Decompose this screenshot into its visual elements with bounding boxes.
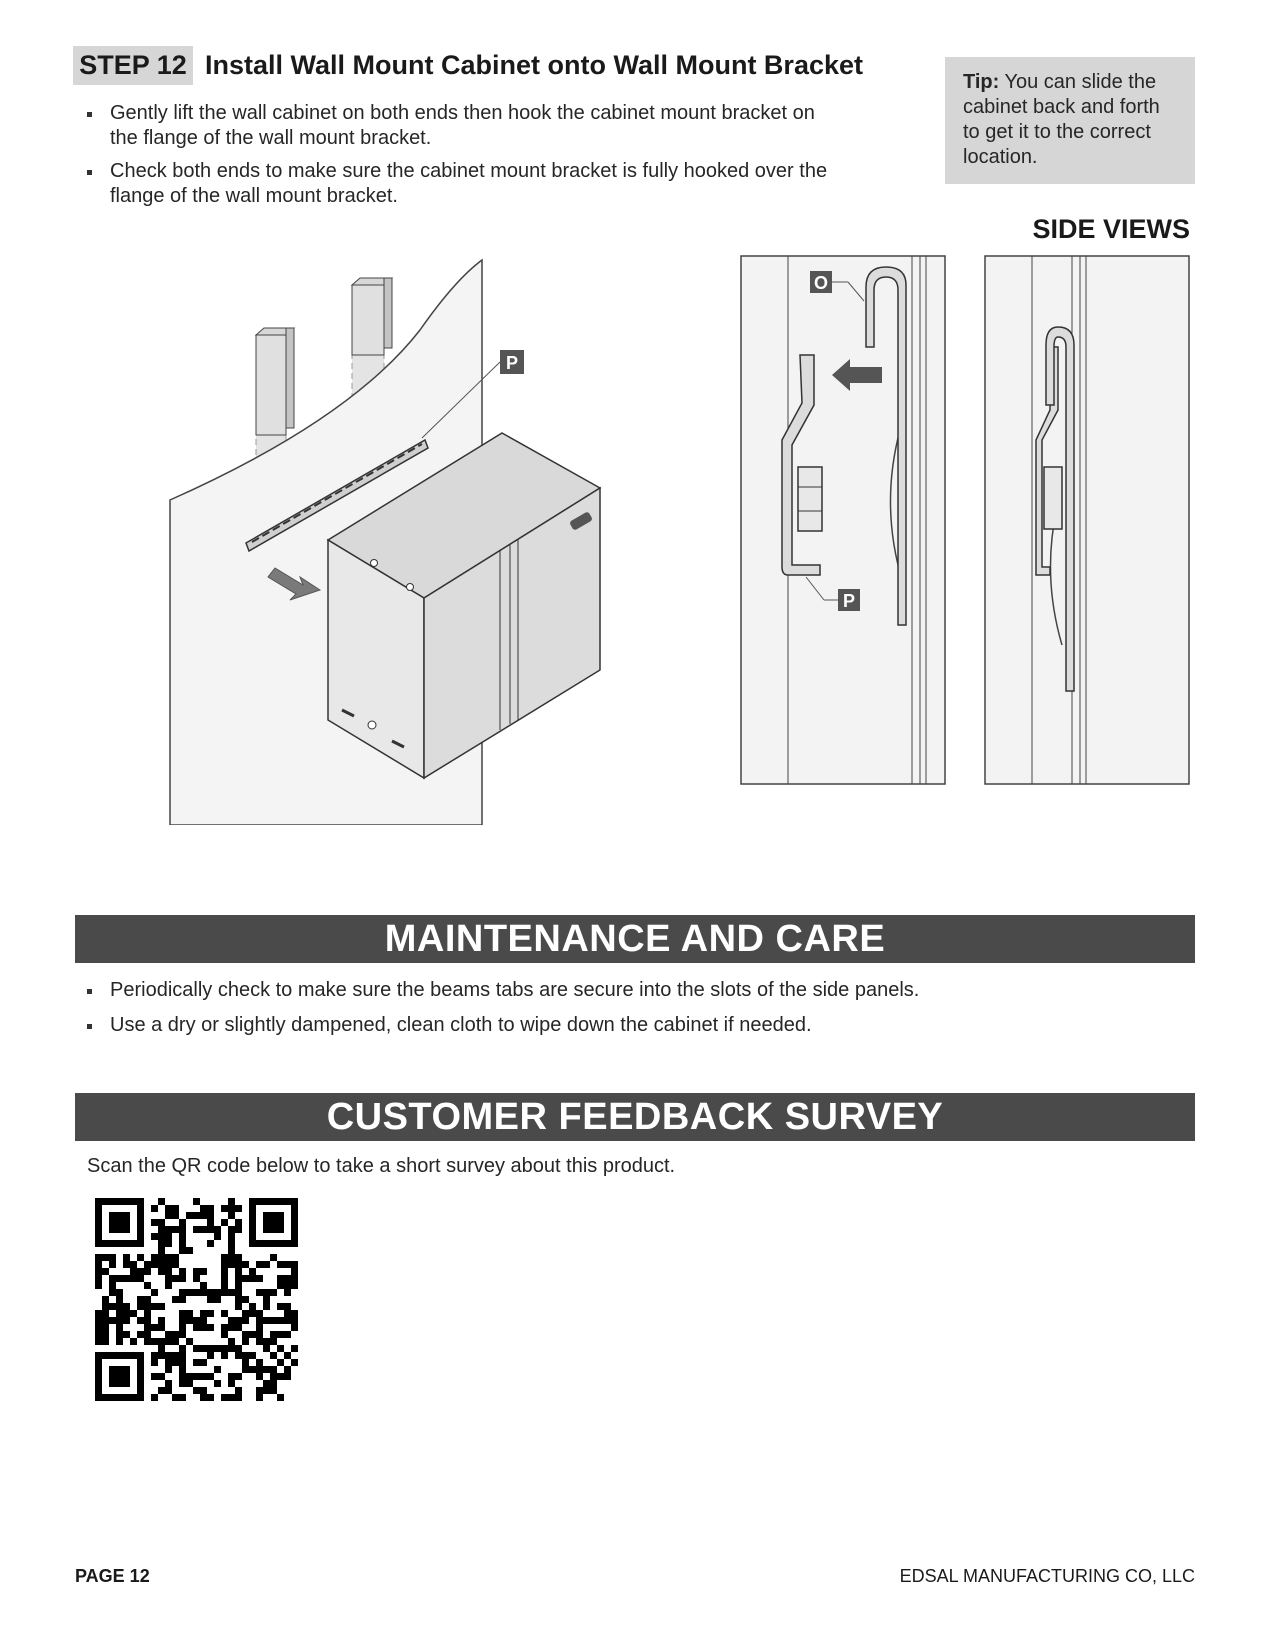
side-views-title: SIDE VIEWS [1032, 214, 1190, 244]
survey-instructions: Scan the QR code below to take a short survey about this product. [87, 1155, 676, 1177]
page-number: PAGE 12 [75, 1566, 150, 1586]
callout-p-label: P [505, 353, 519, 373]
step-bullet: Check both ends to make sure the cabinet mount bracket is fully hooked over the flange of the wall mount bracket. [85, 159, 845, 209]
company-name: EDSAL MANUFACTURING CO, LLC [899, 1566, 1195, 1586]
step-instructions [85, 101, 845, 209]
step-title: Install Wall Mount Cabinet onto Wall Mount Bracket [205, 50, 863, 80]
step-label: STEP 12 [73, 46, 193, 85]
maintenance-bullet: Use a dry or slightly dampened, clean cloth to wipe down the cabinet if needed. [85, 1013, 1185, 1038]
maintenance-heading: MAINTENANCE AND CARE [75, 915, 1195, 963]
nut [1044, 467, 1062, 529]
callout-p-label: P [842, 591, 856, 611]
tip-label: Tip: [963, 71, 1000, 93]
side-view-before [740, 255, 946, 785]
step-bullet: Gently lift the wall cabinet on both ends then hook the cabinet mount bracket on the flange of the wall mount bracket. [85, 101, 845, 151]
callout-o-label: O [813, 273, 829, 293]
tip-box [945, 57, 1195, 184]
cabinet-install-illustration [160, 250, 640, 825]
survey-qr-code[interactable] [95, 1198, 298, 1401]
maintenance-list [85, 978, 1185, 1038]
survey-heading: CUSTOMER FEEDBACK SURVEY [75, 1093, 1195, 1141]
side-view-after [984, 255, 1190, 785]
nut [798, 467, 822, 531]
maintenance-bullet: Periodically check to make sure the beams tabs are secure into the slots of the side panels. [85, 978, 1185, 1003]
tip-text: You can slide the cabinet back and forth to get it to the correct location. [963, 71, 1160, 168]
